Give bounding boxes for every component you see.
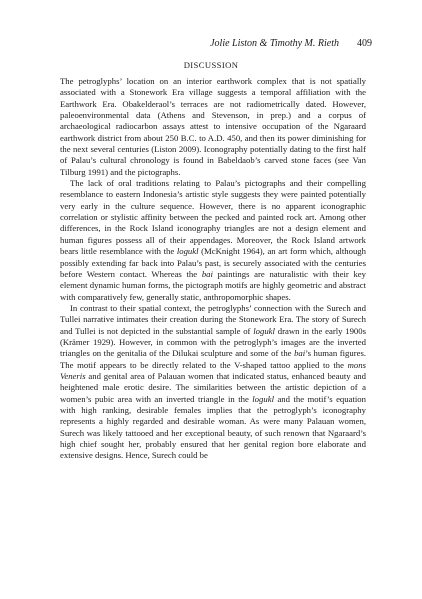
section-heading: DISCUSSION (183, 60, 239, 70)
paragraph-3 (60, 303, 366, 462)
page-number: 409 (357, 38, 372, 49)
paragraph-2 (60, 178, 366, 303)
body-text (60, 76, 366, 462)
italic-term: bai (201, 268, 213, 279)
italic-term: mons Veneris (60, 359, 366, 381)
italic-term: logukl (176, 246, 199, 257)
paragraph-1 (60, 76, 366, 178)
italic-term: bai (294, 348, 306, 359)
text-run: drawn in the early 1900s (Krämer 1929). However, in common with the petroglyph’s images are the inverted triangles on the genitalia of the Dilukai sculpture and some of the (60, 325, 367, 359)
text-run: In contrast to their spatial context, the petroglyphs’ connection with the Surech and Tullei narrative intimates their creation during the Stonework Era. The story of Surech and Tullei is not depicted in the substantial sample of (60, 302, 366, 336)
running-header-authors: Jolie Liston & Timothy M. Rieth (210, 38, 339, 49)
text-run: The lack of oral traditions relating to Palau’s pictographs and their compelling resemblance to eastern Indonesia’s artistic style suggests they were painted potentially very early in the culture sequence. However, there is no apparent iconographic correlation or stylistic affinity between the pecked and painted rock art. Among other differences, in the Rock Island iconography triangles are not a design element and human figures possess all of their appendages. Moreover, the Rock Island artwork bears little resemblance with the (60, 178, 366, 257)
running-header (210, 38, 372, 49)
text-run: paintings are naturalistic with their key element dynamic human forms, the pictograph motifs are highly geometric and abstract with comparatively few, generally static, anthropomorphic shapes. (60, 268, 367, 302)
italic-term: logukl (253, 325, 275, 336)
text-run: ’s human figures. The motif appears to be directly related to the V-shaped tattoo applied to the (60, 348, 366, 370)
text-run: and genital area of Palauan women that indicated status, enhanced beauty and heightened male erotic desire. The similarities between the artistic depiction of a women’s pubic area with an inverted triangle in the (60, 370, 366, 404)
italic-term: logukl (252, 393, 274, 404)
text-run: The petroglyphs’ location on an interior earthwork complex that is not spatially associated with a Stonework Era village suggests a temporal affiliation with the Earthwork Era. Obakelderaol’s terraces are not radiometrically dated. However, paleoenvironmental data (Athens and Stevenson, in prep.) and a corpus of archaeological radiocarbon assays attest to intensive occupation of the Ngaraard earthwork district from about 250 B.C. to A.D. 450, and then its power diminishing for the next several centuries (Liston 2009). Iconography potentially dating to the first half of Palau’s cultural chronology is found in Babeldaob’s carved stone faces (see Van Tilburg 1991) and the pictographs. (60, 76, 366, 177)
text-run: and the motif’s equation with high ranking, desirable females implies that the petroglyph’s iconography represents a highly regarded and desirable woman. As were many Palauan women, Surech was likely tattooed and her exceptional beauty, of such renown that Ngaraard’s high chief sought her, probably ensured that her genital region bore elaborate and extensive designs. Hence, Surech could be (60, 393, 366, 461)
text-run: (McKnight 1964), an art form which, although possibly extending far back into Palau’s past, is securely associated with the centuries before Western contact. Whereas the (60, 246, 366, 279)
